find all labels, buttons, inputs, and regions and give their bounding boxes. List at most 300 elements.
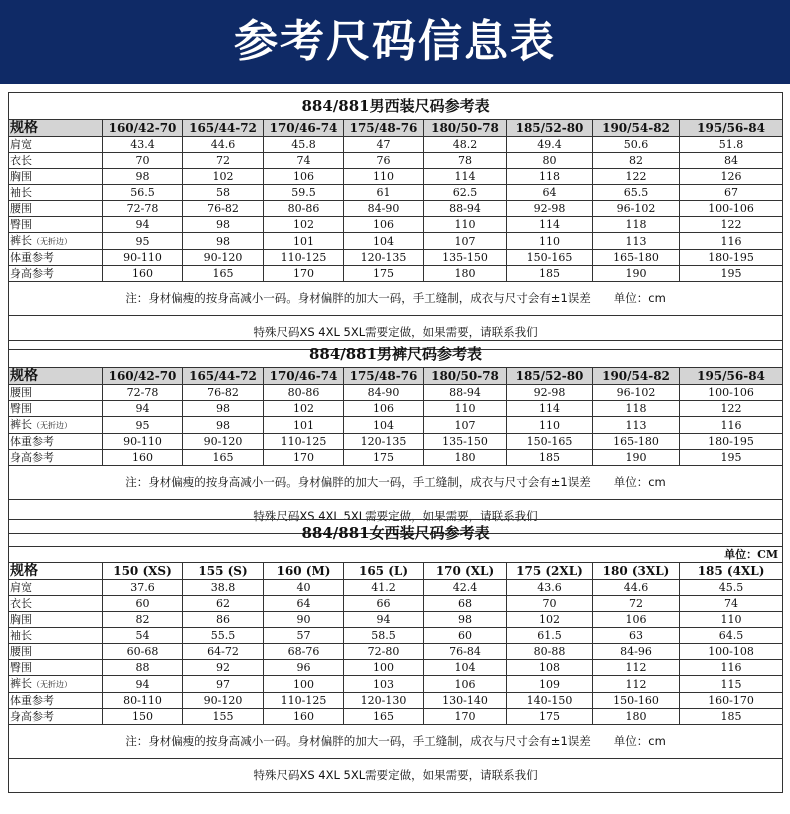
value-cell: 55.5 xyxy=(183,628,264,644)
table-row xyxy=(9,580,783,596)
value-cell: 56.5 xyxy=(103,185,183,201)
value-cell: 114 xyxy=(507,401,593,417)
row-label xyxy=(9,660,103,676)
value-cell: 90-110 xyxy=(103,434,183,450)
row-label-text: 体重参考 xyxy=(10,694,54,707)
value-cell: 78 xyxy=(424,153,507,169)
value-cell: 96-102 xyxy=(593,201,680,217)
value-cell: 37.6 xyxy=(103,580,183,596)
value-cell: 195 xyxy=(680,266,783,282)
table-row xyxy=(9,201,783,217)
table-title-row xyxy=(9,93,783,120)
value-cell: 80-88 xyxy=(507,644,593,660)
value-cell: 118 xyxy=(507,169,593,185)
value-cell: 100 xyxy=(344,660,424,676)
spec-header: 规格 xyxy=(9,563,103,580)
value-cell: 100 xyxy=(264,676,344,693)
table-row xyxy=(9,596,783,612)
value-cell: 170 xyxy=(264,266,344,282)
spec-header: 规格 xyxy=(9,120,103,137)
value-cell: 76-82 xyxy=(183,385,264,401)
row-label-text: 体重参考 xyxy=(10,435,54,448)
value-cell: 76 xyxy=(344,153,424,169)
table-row xyxy=(9,660,783,676)
table-row xyxy=(9,612,783,628)
value-cell: 114 xyxy=(424,169,507,185)
row-label-text: 体重参考 xyxy=(10,251,54,264)
value-cell: 80-86 xyxy=(264,201,344,217)
row-label-text: 裤长 xyxy=(10,677,32,690)
row-label xyxy=(9,185,103,201)
table-row xyxy=(9,169,783,185)
table-title: 884/881男裤尺码参考表 xyxy=(9,341,783,368)
value-cell: 160 xyxy=(103,266,183,282)
row-label-text: 身高参考 xyxy=(10,451,54,464)
row-label-note: （无折边） xyxy=(32,421,72,430)
value-cell: 100-106 xyxy=(680,385,783,401)
value-cell: 98 xyxy=(183,417,264,434)
value-cell: 185 xyxy=(680,709,783,725)
value-cell: 40 xyxy=(264,580,344,596)
value-cell: 88-94 xyxy=(424,385,507,401)
value-cell: 107 xyxy=(424,417,507,434)
row-label-text: 臀围 xyxy=(10,218,32,231)
custom-size-note: 特殊尺码XS 4XL 5XL需要定做，如果需要，请联系我们 xyxy=(9,500,783,534)
table-row xyxy=(9,628,783,644)
value-cell: 110 xyxy=(344,169,424,185)
value-cell: 68 xyxy=(424,596,507,612)
value-cell: 113 xyxy=(593,233,680,250)
fit-note: 注：身材偏瘦的按身高减小一码。身材偏胖的加大一码，手工缝制，成衣与尺寸会有±1误差 单位：cm xyxy=(9,282,783,316)
value-cell: 165-180 xyxy=(593,250,680,266)
value-cell: 62.5 xyxy=(424,185,507,201)
value-cell: 102 xyxy=(264,217,344,233)
table-row xyxy=(9,385,783,401)
size-header: 190/54-82 xyxy=(593,120,680,137)
row-label-text: 裤长 xyxy=(10,418,32,431)
value-cell: 84 xyxy=(680,153,783,169)
value-cell: 150-165 xyxy=(507,250,593,266)
value-cell: 100-108 xyxy=(680,644,783,660)
row-label-text: 胸围 xyxy=(10,613,32,626)
size-header: 160/42-70 xyxy=(103,368,183,385)
value-cell: 64 xyxy=(507,185,593,201)
value-cell: 94 xyxy=(103,401,183,417)
row-label-text: 裤长 xyxy=(10,234,32,247)
value-cell: 74 xyxy=(680,596,783,612)
value-cell: 190 xyxy=(593,266,680,282)
value-cell: 43.4 xyxy=(103,137,183,153)
value-cell: 64.5 xyxy=(680,628,783,644)
custom-size-note-row xyxy=(9,759,783,793)
value-cell: 122 xyxy=(680,217,783,233)
value-cell: 66 xyxy=(344,596,424,612)
value-cell: 102 xyxy=(183,169,264,185)
value-cell: 94 xyxy=(344,612,424,628)
value-cell: 64 xyxy=(264,596,344,612)
value-cell: 120-135 xyxy=(344,434,424,450)
size-header: 175/48-76 xyxy=(344,120,424,137)
row-label xyxy=(9,709,103,725)
row-label xyxy=(9,401,103,417)
value-cell: 97 xyxy=(183,676,264,693)
value-cell: 98 xyxy=(183,217,264,233)
value-cell: 110-125 xyxy=(264,250,344,266)
unit-row xyxy=(9,547,783,563)
size-header: 195/56-84 xyxy=(680,120,783,137)
value-cell: 44.6 xyxy=(183,137,264,153)
value-cell: 64-72 xyxy=(183,644,264,660)
value-cell: 190 xyxy=(593,450,680,466)
value-cell: 170 xyxy=(264,450,344,466)
row-label xyxy=(9,201,103,217)
size-header-row xyxy=(9,563,783,580)
value-cell: 74 xyxy=(264,153,344,169)
value-cell: 106 xyxy=(593,612,680,628)
value-cell: 72 xyxy=(183,153,264,169)
table-title-row xyxy=(9,341,783,368)
value-cell: 70 xyxy=(103,153,183,169)
value-cell: 126 xyxy=(680,169,783,185)
table-row xyxy=(9,434,783,450)
value-cell: 54 xyxy=(103,628,183,644)
spec-header: 规格 xyxy=(9,368,103,385)
table-title: 884/881男西装尺码参考表 xyxy=(9,93,783,120)
value-cell: 180-195 xyxy=(680,250,783,266)
row-label xyxy=(9,612,103,628)
value-cell: 120-135 xyxy=(344,250,424,266)
size-header: 165 (L) xyxy=(344,563,424,580)
value-cell: 140-150 xyxy=(507,693,593,709)
table-row xyxy=(9,266,783,282)
value-cell: 135-150 xyxy=(424,434,507,450)
value-cell: 94 xyxy=(103,676,183,693)
value-cell: 90-120 xyxy=(183,434,264,450)
row-label xyxy=(9,250,103,266)
value-cell: 49.4 xyxy=(507,137,593,153)
value-cell: 63 xyxy=(593,628,680,644)
value-cell: 130-140 xyxy=(424,693,507,709)
value-cell: 60-68 xyxy=(103,644,183,660)
table-row xyxy=(9,676,783,693)
value-cell: 95 xyxy=(103,233,183,250)
value-cell: 110 xyxy=(424,401,507,417)
value-cell: 60 xyxy=(424,628,507,644)
value-cell: 122 xyxy=(680,401,783,417)
table-row xyxy=(9,450,783,466)
value-cell: 106 xyxy=(344,217,424,233)
row-label-text: 腰围 xyxy=(10,202,32,215)
value-cell: 92-98 xyxy=(507,385,593,401)
value-cell: 94 xyxy=(103,217,183,233)
value-cell: 80 xyxy=(507,153,593,169)
value-cell: 110 xyxy=(507,417,593,434)
row-label xyxy=(9,580,103,596)
size-header: 165/44-72 xyxy=(183,368,264,385)
size-header: 185/52-80 xyxy=(507,120,593,137)
size-header: 175/48-76 xyxy=(344,368,424,385)
value-cell: 106 xyxy=(424,676,507,693)
value-cell: 170 xyxy=(424,709,507,725)
value-cell: 116 xyxy=(680,233,783,250)
value-cell: 67 xyxy=(680,185,783,201)
row-label xyxy=(9,596,103,612)
page-title: 参考尺码信息表 xyxy=(234,16,556,67)
row-label xyxy=(9,676,103,693)
value-cell: 76-82 xyxy=(183,201,264,217)
row-label-text: 肩宽 xyxy=(10,581,32,594)
table-row xyxy=(9,693,783,709)
value-cell: 104 xyxy=(344,233,424,250)
value-cell: 104 xyxy=(424,660,507,676)
value-cell: 98 xyxy=(424,612,507,628)
table-row xyxy=(9,644,783,660)
title-banner xyxy=(0,0,790,84)
size-header: 160 (M) xyxy=(264,563,344,580)
value-cell: 41.2 xyxy=(344,580,424,596)
value-cell: 107 xyxy=(424,233,507,250)
row-label xyxy=(9,450,103,466)
value-cell: 59.5 xyxy=(264,185,344,201)
value-cell: 102 xyxy=(264,401,344,417)
value-cell: 100-106 xyxy=(680,201,783,217)
value-cell: 160-170 xyxy=(680,693,783,709)
value-cell: 118 xyxy=(593,217,680,233)
row-label xyxy=(9,153,103,169)
value-cell: 165 xyxy=(344,709,424,725)
table-row xyxy=(9,137,783,153)
value-cell: 96-102 xyxy=(593,385,680,401)
unit-label: 单位：CM xyxy=(9,547,783,563)
value-cell: 76-84 xyxy=(424,644,507,660)
row-label-text: 肩宽 xyxy=(10,138,32,151)
size-header: 180/50-78 xyxy=(424,368,507,385)
size-header: 165/44-72 xyxy=(183,120,264,137)
value-cell: 150 xyxy=(103,709,183,725)
size-header: 195/56-84 xyxy=(680,368,783,385)
value-cell: 42.4 xyxy=(424,580,507,596)
value-cell: 150-160 xyxy=(593,693,680,709)
value-cell: 165 xyxy=(183,266,264,282)
row-label-text: 袖长 xyxy=(10,629,32,642)
men-suit-size-table xyxy=(8,92,783,350)
value-cell: 84-96 xyxy=(593,644,680,660)
value-cell: 92-98 xyxy=(507,201,593,217)
value-cell: 44.6 xyxy=(593,580,680,596)
value-cell: 45.5 xyxy=(680,580,783,596)
value-cell: 68-76 xyxy=(264,644,344,660)
table-row xyxy=(9,233,783,250)
value-cell: 180 xyxy=(424,450,507,466)
fit-note: 注：身材偏瘦的按身高减小一码。身材偏胖的加大一码，手工缝制，成衣与尺寸会有±1误差 单位：cm xyxy=(9,466,783,500)
value-cell: 84-90 xyxy=(344,385,424,401)
value-cell: 90-120 xyxy=(183,693,264,709)
value-cell: 120-130 xyxy=(344,693,424,709)
size-header-row xyxy=(9,120,783,137)
value-cell: 51.8 xyxy=(680,137,783,153)
value-cell: 155 xyxy=(183,709,264,725)
value-cell: 118 xyxy=(593,401,680,417)
value-cell: 175 xyxy=(344,450,424,466)
value-cell: 82 xyxy=(103,612,183,628)
value-cell: 98 xyxy=(103,169,183,185)
row-label xyxy=(9,169,103,185)
row-label xyxy=(9,217,103,233)
value-cell: 88 xyxy=(103,660,183,676)
value-cell: 101 xyxy=(264,417,344,434)
table-row xyxy=(9,217,783,233)
value-cell: 122 xyxy=(593,169,680,185)
size-header: 170 (XL) xyxy=(424,563,507,580)
value-cell: 115 xyxy=(680,676,783,693)
row-label-text: 臀围 xyxy=(10,402,32,415)
size-header: 160/42-70 xyxy=(103,120,183,137)
row-label xyxy=(9,417,103,434)
size-header: 170/46-74 xyxy=(264,120,344,137)
value-cell: 108 xyxy=(507,660,593,676)
value-cell: 57 xyxy=(264,628,344,644)
value-cell: 160 xyxy=(264,709,344,725)
value-cell: 160 xyxy=(103,450,183,466)
row-label-text: 身高参考 xyxy=(10,267,54,280)
value-cell: 109 xyxy=(507,676,593,693)
value-cell: 112 xyxy=(593,676,680,693)
value-cell: 150-165 xyxy=(507,434,593,450)
fit-note-row xyxy=(9,466,783,500)
value-cell: 90-120 xyxy=(183,250,264,266)
value-cell: 185 xyxy=(507,266,593,282)
row-label-note: （无折边） xyxy=(32,680,72,689)
value-cell: 82 xyxy=(593,153,680,169)
value-cell: 106 xyxy=(264,169,344,185)
row-label xyxy=(9,266,103,282)
fit-note-row xyxy=(9,725,783,759)
row-label-text: 臀围 xyxy=(10,661,32,674)
table-row xyxy=(9,185,783,201)
value-cell: 106 xyxy=(344,401,424,417)
value-cell: 61.5 xyxy=(507,628,593,644)
value-cell: 110-125 xyxy=(264,693,344,709)
value-cell: 62 xyxy=(183,596,264,612)
value-cell: 110 xyxy=(680,612,783,628)
row-label-text: 腰围 xyxy=(10,645,32,658)
women-suit-size-table xyxy=(8,519,783,793)
value-cell: 175 xyxy=(507,709,593,725)
size-header: 180/50-78 xyxy=(424,120,507,137)
value-cell: 45.8 xyxy=(264,137,344,153)
value-cell: 86 xyxy=(183,612,264,628)
table-title: 884/881女西装尺码参考表 xyxy=(9,520,783,547)
value-cell: 50.6 xyxy=(593,137,680,153)
row-label xyxy=(9,137,103,153)
value-cell: 72-78 xyxy=(103,385,183,401)
custom-size-note: 特殊尺码XS 4XL 5XL需要定做，如果需要，请联系我们 xyxy=(9,316,783,350)
row-label-note: （无折边） xyxy=(32,237,72,246)
size-header: 150 (XS) xyxy=(103,563,183,580)
value-cell: 103 xyxy=(344,676,424,693)
row-label-text: 袖长 xyxy=(10,186,32,199)
value-cell: 80-86 xyxy=(264,385,344,401)
row-label-text: 胸围 xyxy=(10,170,32,183)
value-cell: 95 xyxy=(103,417,183,434)
value-cell: 110-125 xyxy=(264,434,344,450)
value-cell: 47 xyxy=(344,137,424,153)
value-cell: 60 xyxy=(103,596,183,612)
row-label xyxy=(9,233,103,250)
value-cell: 96 xyxy=(264,660,344,676)
value-cell: 116 xyxy=(680,417,783,434)
custom-size-note: 特殊尺码XS 4XL 5XL需要定做，如果需要，请联系我们 xyxy=(9,759,783,793)
row-label xyxy=(9,644,103,660)
fit-note: 注：身材偏瘦的按身高减小一码。身材偏胖的加大一码，手工缝制，成衣与尺寸会有±1误差 单位：cm xyxy=(9,725,783,759)
value-cell: 101 xyxy=(264,233,344,250)
value-cell: 110 xyxy=(424,217,507,233)
value-cell: 58 xyxy=(183,185,264,201)
row-label-text: 衣长 xyxy=(10,597,32,610)
size-header: 155 (S) xyxy=(183,563,264,580)
size-header: 170/46-74 xyxy=(264,368,344,385)
table-row xyxy=(9,250,783,266)
size-header: 185 (4XL) xyxy=(680,563,783,580)
value-cell: 58.5 xyxy=(344,628,424,644)
table-row xyxy=(9,153,783,169)
value-cell: 70 xyxy=(507,596,593,612)
value-cell: 65.5 xyxy=(593,185,680,201)
size-header: 180 (3XL) xyxy=(593,563,680,580)
size-header: 175 (2XL) xyxy=(507,563,593,580)
value-cell: 84-90 xyxy=(344,201,424,217)
men-pants-size-table xyxy=(8,340,783,534)
row-label-text: 衣长 xyxy=(10,154,32,167)
value-cell: 102 xyxy=(507,612,593,628)
value-cell: 72-78 xyxy=(103,201,183,217)
value-cell: 180-195 xyxy=(680,434,783,450)
value-cell: 175 xyxy=(344,266,424,282)
row-label-text: 腰围 xyxy=(10,386,32,399)
value-cell: 112 xyxy=(593,660,680,676)
table-title-row xyxy=(9,520,783,547)
value-cell: 165 xyxy=(183,450,264,466)
value-cell: 61 xyxy=(344,185,424,201)
value-cell: 98 xyxy=(183,233,264,250)
table-row xyxy=(9,401,783,417)
value-cell: 43.6 xyxy=(507,580,593,596)
value-cell: 135-150 xyxy=(424,250,507,266)
row-label xyxy=(9,385,103,401)
value-cell: 114 xyxy=(507,217,593,233)
size-header: 190/54-82 xyxy=(593,368,680,385)
row-label xyxy=(9,628,103,644)
value-cell: 98 xyxy=(183,401,264,417)
fit-note-row xyxy=(9,282,783,316)
value-cell: 38.8 xyxy=(183,580,264,596)
row-label-text: 身高参考 xyxy=(10,710,54,723)
value-cell: 72-80 xyxy=(344,644,424,660)
size-header-row xyxy=(9,368,783,385)
value-cell: 165-180 xyxy=(593,434,680,450)
value-cell: 90-110 xyxy=(103,250,183,266)
table-row xyxy=(9,417,783,434)
value-cell: 195 xyxy=(680,450,783,466)
value-cell: 104 xyxy=(344,417,424,434)
value-cell: 110 xyxy=(507,233,593,250)
value-cell: 48.2 xyxy=(424,137,507,153)
value-cell: 88-94 xyxy=(424,201,507,217)
value-cell: 72 xyxy=(593,596,680,612)
value-cell: 180 xyxy=(424,266,507,282)
row-label xyxy=(9,434,103,450)
value-cell: 180 xyxy=(593,709,680,725)
